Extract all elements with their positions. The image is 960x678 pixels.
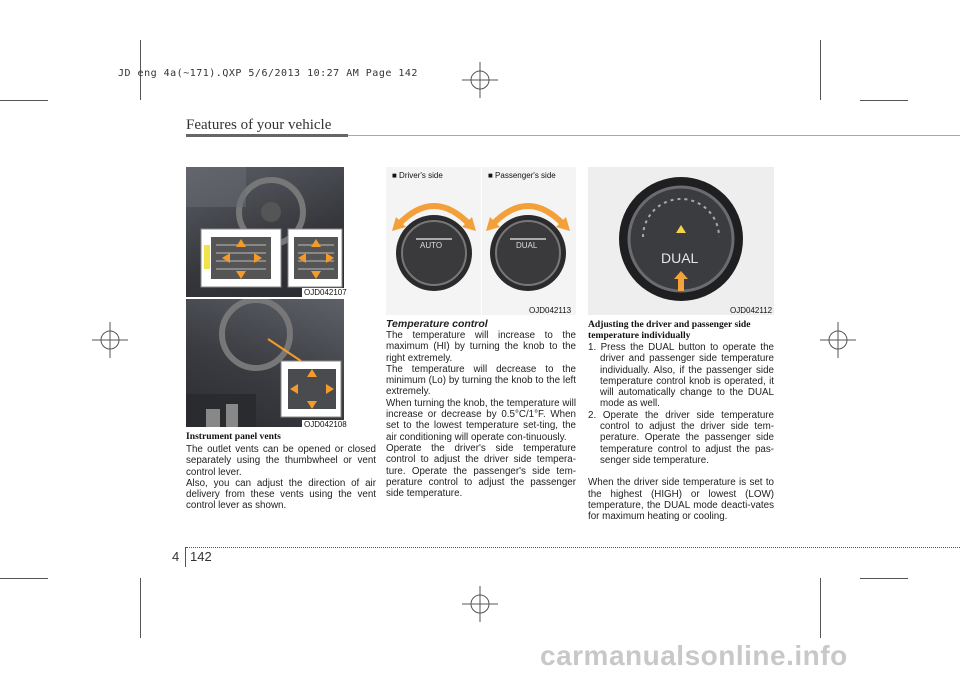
paragraph: Also, you can adjust the direction of air delivery from these vents using the vent control lever as shown. bbox=[186, 477, 376, 512]
print-slug: JD eng 4a(~171).QXP 5/6/2013 10:27 AM Page 142 bbox=[118, 68, 418, 79]
crop-mark bbox=[0, 100, 48, 101]
dual-button-figure bbox=[588, 167, 774, 315]
knob-dials-icon bbox=[386, 187, 576, 305]
figure-code: OJD042107 bbox=[304, 288, 347, 297]
header-rule bbox=[348, 135, 960, 136]
chapter-number: 4 bbox=[172, 549, 180, 564]
registration-mark-icon bbox=[92, 322, 128, 358]
crop-mark bbox=[820, 40, 821, 100]
dual-button-label: DUAL bbox=[516, 241, 538, 250]
figure-code: OJD042108 bbox=[304, 420, 347, 429]
list-item: 1. Press the DUAL button to operate the driver and passenger side temperature individually. Also, if the passenger side temperature control knob is operated, it will automatically change to the DUAL mode as well. bbox=[588, 342, 774, 410]
paragraph: The temperature will decrease to the minimum (Lo) by turning the knob to the left extremely. bbox=[386, 363, 576, 398]
passenger-side-label: ■ Passenger's side bbox=[488, 171, 556, 180]
crop-mark bbox=[0, 578, 48, 579]
dashboard-illustration bbox=[186, 299, 344, 427]
column-3-text bbox=[588, 342, 774, 522]
paragraph: The outlet vents can be opened or closed separately using the thumbwheel or vent control lever. bbox=[186, 444, 376, 478]
paragraph: When turning the knob, the temperature will increase or decrease by 0.5°C/1°F. When set to the lowest temperature set-ting, the air conditioning will operate con-tinuously. bbox=[386, 397, 576, 443]
vents-photo-top bbox=[186, 167, 344, 297]
temperature-control-heading: Temperature control bbox=[386, 318, 488, 330]
dual-knob-icon bbox=[588, 167, 774, 315]
vents-photo-bottom bbox=[186, 299, 344, 427]
footer-rule bbox=[186, 547, 960, 548]
dashboard-illustration bbox=[186, 167, 344, 297]
column-1-text bbox=[186, 444, 376, 512]
registration-mark-icon bbox=[462, 586, 498, 622]
registration-mark-icon bbox=[820, 322, 856, 358]
column-2-text bbox=[386, 330, 576, 499]
adjusting-temperature-heading: Adjusting the driver and passenger side temperature individually bbox=[588, 319, 751, 341]
crop-mark bbox=[820, 578, 821, 638]
registration-mark-icon bbox=[462, 62, 498, 98]
paragraph: Operate the driver's side temperature control to adjust the driver side tempera-ture. Operate the passenger's side tem-perature control to adjust the passenger side temperature. bbox=[386, 442, 576, 500]
temperature-knobs-figure bbox=[386, 167, 576, 315]
driver-side-label: ■ Driver's side bbox=[392, 171, 443, 180]
header-rule bbox=[186, 134, 348, 137]
figure-code: OJD042113 bbox=[529, 306, 572, 315]
crop-mark bbox=[860, 100, 908, 101]
paragraph: When the driver side temperature is set to the highest (HIGH) or lowest (LOW) temperature, the DUAL mode deacti-vates for maximum heating or cooling. bbox=[588, 477, 774, 523]
auto-button-label: AUTO bbox=[420, 241, 443, 250]
crop-mark bbox=[860, 578, 908, 579]
watermark: carmanualsonline.info bbox=[540, 640, 848, 671]
section-header-title: Features of your vehicle bbox=[186, 117, 332, 133]
list-item: 2. Operate the driver side temperature control to adjust the driver side tem-perature. Operate the passenger side temperature control to adjust the pas-senger side temperature. bbox=[588, 409, 774, 466]
page-number: 142 bbox=[190, 549, 212, 564]
footer-divider bbox=[185, 547, 186, 567]
figure-code: OJD042112 bbox=[730, 306, 773, 315]
instrument-vents-heading: Instrument panel vents bbox=[186, 431, 281, 442]
paragraph: The temperature will increase to the maximum (HI) by turning the knob to the right extremely. bbox=[386, 330, 576, 364]
crop-mark bbox=[140, 578, 141, 638]
dual-label: DUAL bbox=[661, 250, 699, 266]
